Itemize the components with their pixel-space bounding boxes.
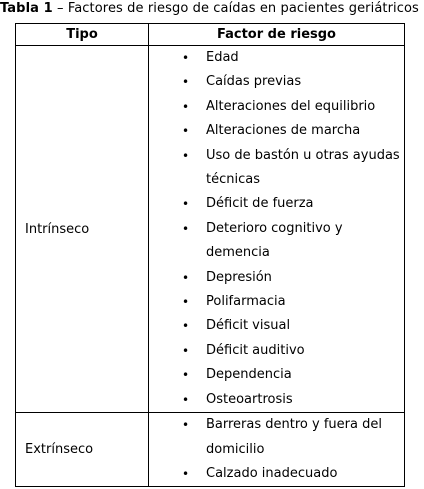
list-item [149, 339, 404, 363]
factor-text: Depresión [206, 269, 272, 285]
table-header-row [16, 24, 405, 46]
risk-factors-table [15, 23, 405, 487]
list-item [149, 363, 404, 387]
list-item [149, 290, 404, 314]
table-caption-label: Tabla 1 [0, 1, 53, 16]
list-item [149, 70, 404, 94]
factor-text: Dependencia [206, 367, 292, 383]
bullet-icon: • [182, 124, 190, 139]
header-tipo: Tipo [16, 24, 149, 46]
factor-cell-extrinseco [149, 413, 405, 487]
factor-text: Alteraciones del equilibrio [206, 98, 376, 114]
factor-list-extrinseco [149, 413, 404, 486]
list-item [149, 95, 404, 119]
factor-text: Calzado inadecuado [206, 465, 338, 481]
factor-text: Barreras dentro y fuera del domicilio [206, 417, 382, 457]
factor-text: Déficit de fuerza [206, 196, 314, 212]
list-item [149, 314, 404, 338]
tipo-cell-intrinseco: Intrínseco [16, 46, 149, 413]
factor-text: Caídas previas [206, 74, 302, 90]
table-row-extrinseco [16, 413, 405, 487]
bullet-icon: • [182, 51, 190, 65]
list-item [149, 192, 404, 216]
bullet-icon: • [182, 75, 190, 90]
factor-text: Uso de bastón u otras ayudas técnicas [206, 147, 400, 188]
tipo-cell-extrinseco: Extrínseco [16, 413, 149, 487]
bullet-icon: • [182, 295, 190, 310]
bullet-icon: • [182, 319, 190, 334]
bullet-icon: • [182, 197, 190, 212]
factor-text: Deterioro cognitivo y demencia [206, 220, 343, 261]
table-caption-text: – Factores de riesgo de caídas en pacientes geriátricos [52, 1, 419, 16]
factor-text: Edad [206, 50, 239, 65]
factor-cell-intrinseco [149, 46, 405, 413]
factor-text: Déficit visual [206, 318, 291, 334]
bullet-icon: • [182, 221, 190, 236]
list-item [149, 119, 404, 143]
bullet-icon: • [182, 148, 190, 163]
factor-text: Alteraciones de marcha [206, 123, 361, 139]
bullet-icon: • [182, 466, 190, 481]
header-factor-de-riesgo: Factor de riesgo [149, 24, 405, 46]
list-item [149, 266, 404, 290]
bullet-icon: • [182, 270, 190, 285]
factor-list-intrinseco [149, 46, 404, 412]
list-item [149, 217, 404, 266]
bullet-icon: • [182, 418, 190, 433]
list-item [149, 413, 404, 462]
factor-text: Polifarmacia [206, 294, 286, 310]
bullet-icon: • [182, 99, 190, 114]
table-row-intrinseco [16, 46, 405, 413]
bullet-icon: • [182, 392, 190, 407]
bullet-icon: • [182, 368, 190, 383]
list-item [149, 144, 404, 193]
bullet-icon: • [182, 343, 190, 358]
list-item [149, 462, 404, 486]
list-item [149, 388, 404, 412]
list-item [149, 46, 404, 70]
table-caption [0, 0, 424, 20]
factor-text: Osteoartrosis [206, 391, 293, 407]
factor-text: Déficit auditivo [206, 342, 305, 358]
